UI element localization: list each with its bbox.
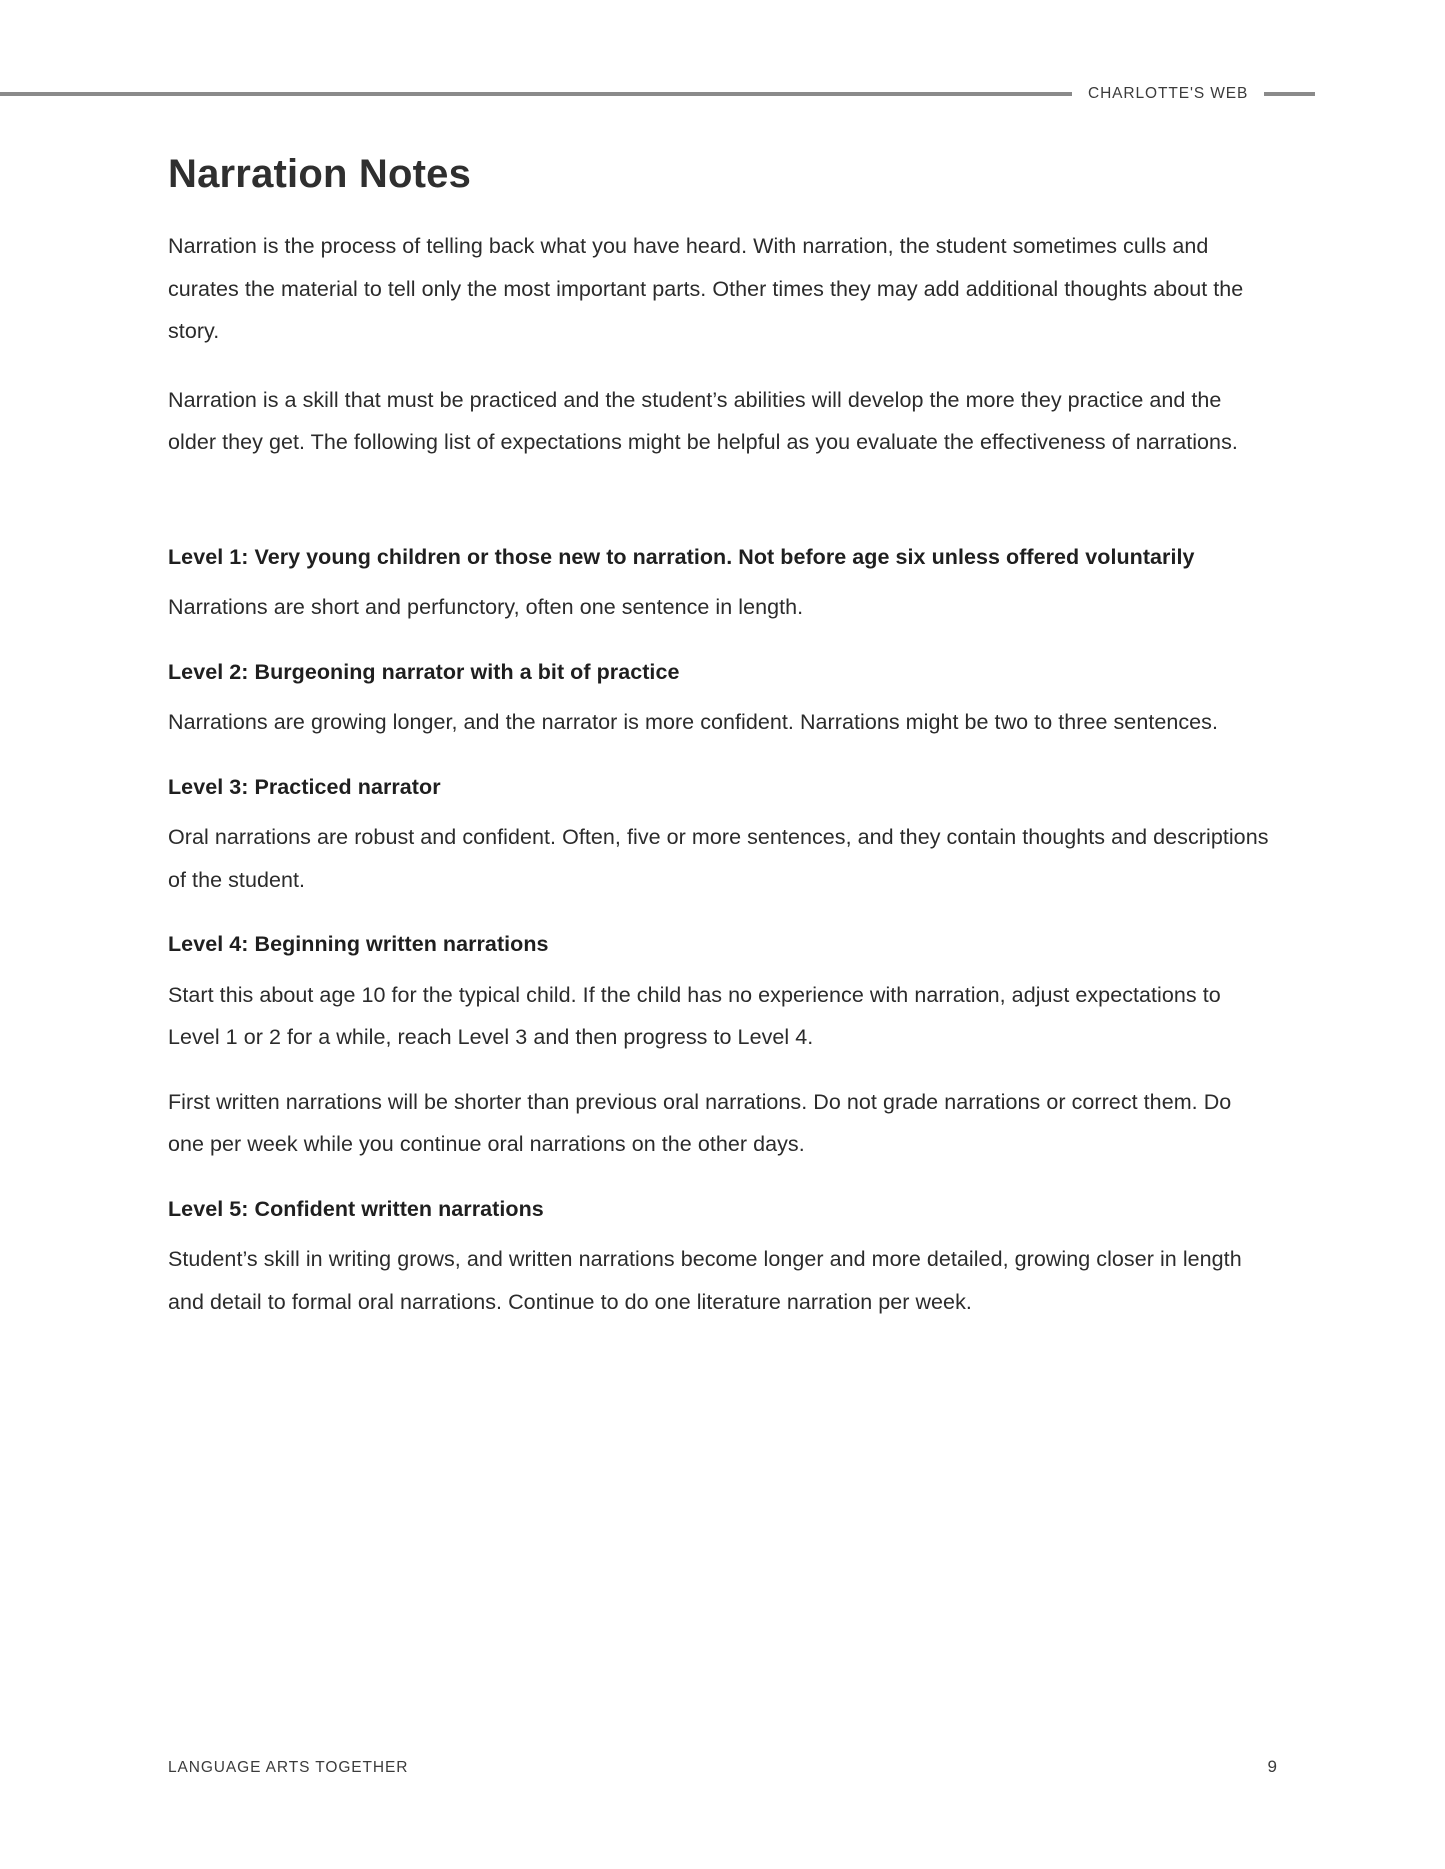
page-content <box>168 152 1272 1345</box>
level-group-5 <box>168 1188 1272 1324</box>
level-1-heading: Level 1: Very young children or those new to narration. Not before age six unless offered voluntarily <box>168 544 1195 569</box>
level-group-4 <box>168 923 1272 1166</box>
level-2-paragraph-1: Narrations are growing longer, and the narrator is more confident. Narrations might be two to three sentences. <box>168 710 1218 734</box>
level-group-1 <box>168 536 1272 629</box>
level-2-heading: Level 2: Burgeoning narrator with a bit of practice <box>168 659 680 684</box>
level-group-3 <box>168 766 1272 902</box>
level-1-paragraph-1: Narrations are short and perfunctory, often one sentence in length. <box>168 595 804 619</box>
intro-paragraph-2: Narration is a skill that must be practiced and the student’s abilities will develop the more they practice and the older they get. The following list of expectations might be helpful as you evaluate the effectiveness of narrations. <box>168 387 1238 454</box>
level-5-heading: Level 5: Confident written narrations <box>168 1196 544 1221</box>
page-number: 9 <box>1267 1757 1277 1776</box>
header-rule-right <box>1264 92 1315 96</box>
level-3-heading: Level 3: Practiced narrator <box>168 774 441 799</box>
page-footer <box>168 1757 1277 1777</box>
header-rule-left <box>0 92 1072 96</box>
level-4-paragraph-1: Start this about age 10 for the typical child. If the child has no experience with narration, adjust expectations to Level 1 or 2 for a while, reach Level 3 and then progress to Level 4. <box>168 982 1221 1049</box>
running-header-title: CHARLOTTE'S WEB <box>1088 85 1249 102</box>
level-group-2 <box>168 651 1272 744</box>
levels-list <box>168 536 1272 1324</box>
page-title: Narration Notes <box>168 152 472 196</box>
intro-paragraph-1: Narration is the process of telling back what you have heard. With narration, the student sometimes culls and curates the material to tell only the most important parts. Other times they may add additional thoughts about the story. <box>168 234 1244 343</box>
running-header <box>0 82 1445 106</box>
level-4-paragraph-2: First written narrations will be shorter than previous oral narrations. Do not grade narrations or correct them. Do one per week while you continue oral narrations on the other days. <box>168 1089 1232 1156</box>
level-5-paragraph-1: Student’s skill in writing grows, and written narrations become longer and more detailed, growing closer in length and detail to formal oral narrations. Continue to do one literature narration per week. <box>168 1247 1242 1314</box>
footer-book-label: LANGUAGE ARTS TOGETHER <box>168 1759 409 1776</box>
level-4-heading: Level 4: Beginning written narrations <box>168 932 549 956</box>
level-3-paragraph-1: Oral narrations are robust and confident. Often, five or more sentences, and they contain thoughts and descriptions of the student. <box>168 825 1269 892</box>
